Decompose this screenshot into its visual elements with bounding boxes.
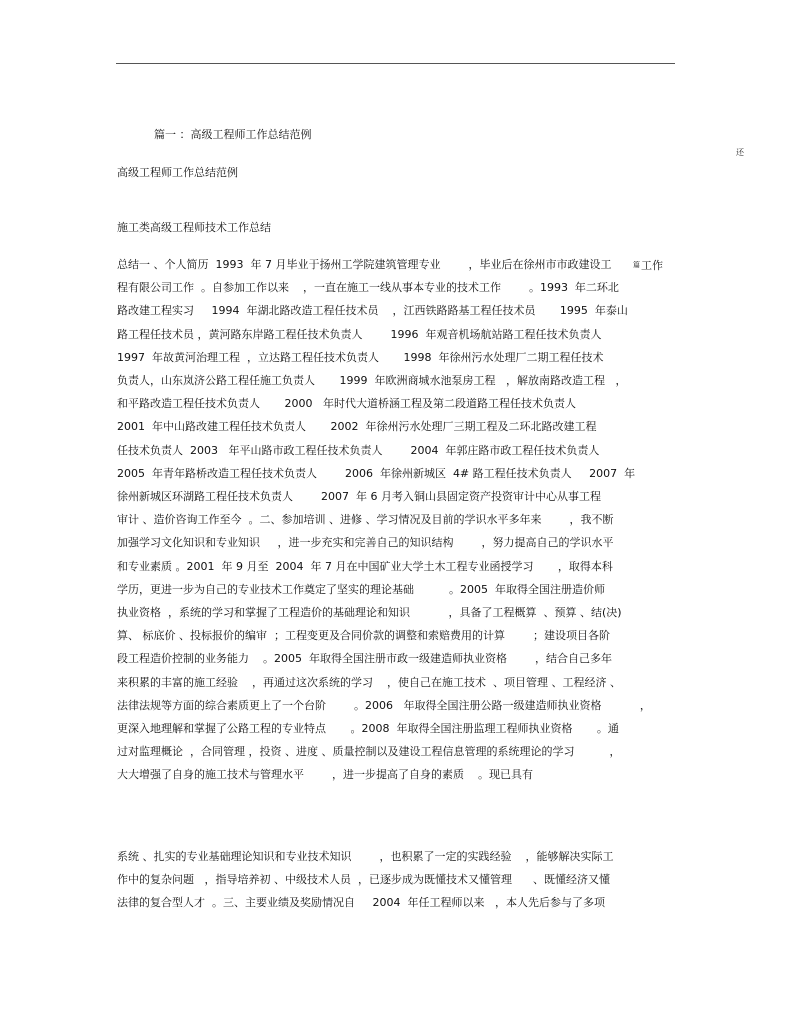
- section-header: [147, 114, 312, 142]
- paragraph2-line: 作中的复杂问题 ，指导培养初 、中级技术人员 ，已逐步成为既懂技术又懂管理 、既懂经济又懂: [117, 873, 610, 886]
- section-header-text: 篇一 ：高级工程师工作总结范例: [154, 128, 312, 141]
- paragraph1-line: 负责人，山东岚济公路工程任施工负责人 1999 年欧洲商城水池泵房工程 ，解放南路改造工程 ，: [117, 374, 627, 387]
- document-subtitle: 施工类高级工程师技术工作总结: [117, 221, 271, 234]
- paragraph1-line: 执业资格 ，系统的学习和掌握了工程造价的基础理论和知识 ，具备了工程概算 、预算 、结(决): [117, 606, 622, 619]
- paragraph1-line: 徐州新城区环湖路工程任技术负责人 2007 年 6 月考入铜山县固定资产投资审计中心从事工程: [117, 490, 601, 503]
- paragraph1-line: 学历，更进一步为自己的专业技术工作奠定了坚实的理论基础 。2005 年取得全国注册造价师: [117, 582, 605, 596]
- paragraph2-line: 系统 、扎实的专业基础理论知识和专业技术知识 ，也积累了一定的实践经验 ，能够解决实际工: [117, 850, 614, 863]
- right-word: 工作: [641, 259, 663, 272]
- paragraph1-line: 程有限公司工作 。自参加工作以来 ，一直在施工一线从事本专业的技术工作 。1993 年二环北: [117, 281, 619, 295]
- paragraph1-line: 和专业素质 。2001 年 9 月至 2004 年 7 月在中国矿业大学土木工程专业函授学习 ，取得本科: [117, 559, 613, 573]
- paragraph1-line: 和平路改造工程任技术负责人 2000 年时代大道桥涵工程及第二段道路工程任技术负责人: [117, 397, 576, 411]
- paragraph1-line: 路改建工程实习 1994 年湖北路改造工程任技术员 ，江西铁路路基工程任技术员 1995 年泰山: [117, 304, 628, 318]
- paragraph1-line: 任技术负责人 2003 年平山路市政工程任技术负责人 2004 年郭庄路市政工程任技术负责人: [117, 443, 600, 457]
- paragraph1-line: 算、 标底价 、投标报价的编审 ；工程变更及合同价款的调整和索赔费用的计算 ；建设项目各阶: [117, 629, 610, 643]
- top-rule: [116, 63, 675, 64]
- document-title: 高级工程师工作总结范例: [117, 166, 238, 179]
- paragraph1-line: 大大增强了自身的施工技术与管理水平 ，进一步提高了自身的素质 。现已具有: [117, 768, 533, 782]
- paragraph1-line: 2005 年青年路桥改造工程任技术负责人 2006 年徐州新城区 4# 路工程任技术负责人 2007 年: [117, 466, 636, 480]
- paragraph1-line: 加强学习文化知识和专业知识 ，进一步充实和完善自己的知识结构 ，努力提高自己的学识水平: [117, 536, 614, 550]
- paragraph1-line: 来积累的丰富的施工经验 ，再通过这次系统的学习 ，使自己在施工技术 、项目管理 、工程经济 、: [117, 675, 621, 689]
- paragraph1-line: 总结一 、个人简历 1993 年 7 月毕业于扬州工学院建筑管理专业 ，毕业后在徐州市市政建设工: [117, 258, 612, 271]
- paragraph1-line: 审计 、造价咨询工作至今 。二、参加培训 、进修 、学习情况及目前的学识水平多年来 ，我不断: [117, 513, 614, 527]
- paragraph1-line: 1997 年故黄河治理工程 ，立达路工程任技术负责人 1998 年徐州污水处理厂二期工程任技术: [117, 350, 604, 364]
- paragraph1-line: 过对监理概论 ，合同管理 ，投资 、进度 、质量控制以及建设工程信息管理的系统理论的学习 ，: [117, 745, 621, 759]
- paragraph1-line: 段工程造价控制的业务能力 。2005 年取得全国注册市政一级建造师执业资格 ，结合自己多年: [117, 652, 612, 666]
- paragraph1-line: 2001 年中山路改建工程任技术负责人 2002 年徐州污水处理厂三期工程及二环北路改建工程: [117, 420, 597, 434]
- paragraph2-line: 法律的复合型人才 。三、主要业绩及奖励情况自 2004 年任工程师以来 ，本人先后参与了多项: [117, 896, 605, 909]
- side-mark: 还: [736, 148, 744, 157]
- paragraph1-line: 法律法规等方面的综合素质更上了一个台阶 。2006 年取得全国注册公路一级建造师执业资格 ，: [117, 698, 651, 712]
- paragraph1-line: 路工程任技术员 ，黄河路东岸路工程任技术负责人 1996 年观音机场航站路工程任技术负责人: [117, 327, 602, 341]
- right-mark: 篇: [633, 261, 640, 269]
- paragraph1-line: 更深入地理解和掌握了公路工程的专业特点 。2008 年取得全国注册监理工程师执业资格 。通: [117, 722, 619, 735]
